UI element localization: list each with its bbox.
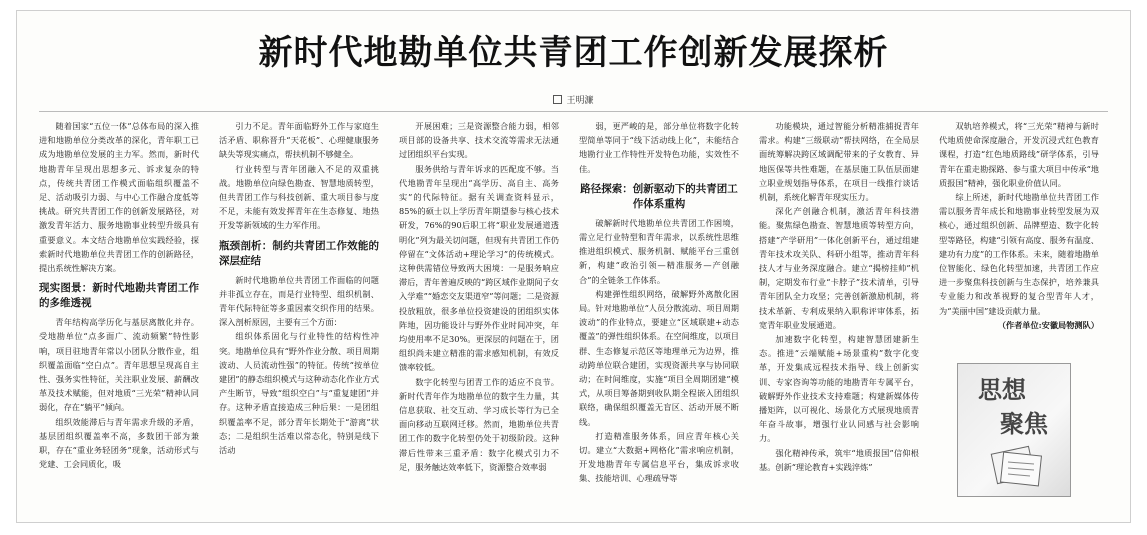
paragraph: 强化精神传承，筑牢“地质报国”信仰根基。创新“理论教育+实践淬炼” [759,447,919,472]
newspaper-page [16,10,1131,523]
paragraph: 加速数字化转型，构建智慧团建新生态。推进“云端赋能+场景重构”数字化变革，开发集成远程技术指导、线上创新实训、专家咨询等功能的地勘青年专属平台，破解野外作业技术支持难题；构建新媒体传播矩阵，以可视化、场景化方式展现地质青年奋斗故事，增强行业认同感与社会影响力。 [759,334,919,444]
paragraph: 开展困难；三是资源整合能力弱，相邻项目部的设备共享、技术交流等需求无法通过团组织平台实现。 [399,121,559,160]
paragraph: 功能模块，通过智能分析精准捕捉青年需求。构建“三级联动”帮扶网络，在全局层面统筹解决跨区域调配带来的子女教育、异地医保等共性难题，在基层施工队伍层面建立职业规划指导体系，在项目一线推行谈话机制，系统化解青年现实压力。 [759,121,919,203]
thought-focus-graphic [957,363,1071,497]
paragraph: 深化产创融合机制，激活青年科技潜能。聚焦绿色勘查、智慧地质等转型方向，搭建“产学研用”一体化创新平台，通过组建青年技术攻关队、科研小组等，推动青年科技人才与业务深度融合。建立“揭榜挂帅”机制，定期发布行业“卡脖子”技术清单，引导青年团队全力攻坚；完善创新激励机制，将技术革新、专利成果纳入职称评审体系，拓宽青年职业发展通道。 [759,206,919,330]
paragraph: 数字化转型与团青工作的适应不良节。新时代青年作为地勘单位的数字生力量，其信息获取、社交互动、学习成长等行为已全面向移动互联网迁移。然而，地勘单位共青团工作的数字化转型仍处于初级阶段。这种滞后性带来三重矛盾：数字化模式引力不足，服务触达效率低下，资源整合效率弱 [399,376,559,472]
byline-box-icon [553,95,562,104]
paragraph: 破解新时代地勘单位共青团工作困境，需立足行业特型和青年需求，以系统性思维推进组织模式、服务机制、赋能平台三重创新，构建“政治引领—精准服务—产创融合”的全链条工作体系。 [579,217,739,285]
paragraph: 新时代地勘单位共青团工作面临的问题并非孤立存在，而是行业特型、组织机制、青年代际特征等多重因素交织作用的结果。深入剖析原因，主要有三个方面： [219,274,379,328]
thought-focus-line1: 思想 [978,376,1026,404]
paragraph: 构建弹性组织网络，破解野外离散化困局。针对地勘单位“人员分散流动、项目周期波动”的作业特点，要建立“区域联建+动态覆盖”的弹性组织体系。在空间维度，以项目群、生态修复示范区等地理单元为边界，推动跨单位联合建团，实现资源共享与协同联动；在时间维度，实施“项目全周期团建”模式，从项目筹备期到收队期全程嵌入团组织联络，确保组织覆盖无盲区、活动开展不断线。 [579,288,739,427]
paragraph: 综上所述，新时代地勘单位共青团工作需以服务青年成长和地勘事业转型发展为双核心，通过组织创新、品牌塑造、数字化转型等路径，构建“引领有高度、服务有温度、建功有力度”的工作体系。未来，随着地勘单位智能化、绿色化转型加速，共青团工作应进一步聚焦科技创新与生态保护，培养兼具专业能力和改革视野的复合型青年人才，为“美丽中国”建设贡献力量。 [939,192,1099,316]
article-column-1 [39,119,199,515]
article-column-2 [219,119,379,515]
section-subheading: 路径探索：创新驱动下的共青团工作体系重构 [580,182,738,210]
byline [17,93,1130,106]
paragraph: 青年结构高学历化与基层离散化并存。受地勘单位“点多面广、流动频繁”特性影响，项目驻地青年常以小团队分散作业，组织覆盖面临“空白点”。青年思想呈现高自主性、强务实性特征，关注职业发展、薪酬改革及技术赋能，但对地质“三光荣”精神认同弱化，存在“躺平”倾向。 [39,317,199,413]
paragraph: 弱，更严峻的是，部分单位将数字化转型简单等同于“线下活动线上化”，未能结合地勘行业工作特性开发特色功能，实效性不佳。 [579,121,739,174]
section-subheading: 瓶颈剖析：制约共青团工作效能的深层症结 [219,239,379,267]
author-affiliation: （作者单位:安徽局物测队） [997,319,1099,330]
paragraph: 随着国家“五位一体”总体布局的深入推进和地勘单位分类改革的深化，青年职工已成为地勘单位发展的主力军。然而，新时代地勘青年呈现出思想多元、诉求复杂的特点，传统共青团工作模式面临组织覆盖不足、活动吸引力弱、与中心工作融合度低等挑战。研究共青团工作的创新发展路径，对激发青年活力、服务地勘事业转型升级具有重要意义。本文结合地勘单位实践经验，探索新时代地勘单位共青团工作的创新路径，提出系统性解决方案。 [39,121,199,274]
author-name: 王明濂 [566,96,594,106]
header-divider [39,111,1108,112]
paragraph: 组织效能滞后与青年需求升级的矛盾，基层团组织覆盖率不高，多数团干部为兼职，存在“重业务轻团务”现象，活动形式与党建、工会同质化，吸 [39,416,199,470]
paragraph: 引力不足。青年面临野外工作与家庭生活矛盾、职称晋升“天花板”、心理健康服务缺失等现实痛点，帮扶机制不够健全。 [219,121,379,160]
article-column-4 [579,119,739,515]
headline: 新时代地勘单位共青团工作创新发展探析 [258,33,889,73]
paragraph: 打造精准服务体系，回应青年核心关切。建立“大数据+网格化”需求响应机制，开发地勘青年专属信息平台，集成诉求收集、技能培训、心理疏导等 [579,430,739,484]
paragraph: 双轨培养模式，将“三光荣”精神与新时代地质使命深度融合，开发沉浸式红色教育课程，打造“红色地质路线”研学体系，引导青年在重走勘探路、参与重大项目中传承“地质报国”精神，强化职业价值认同。 [939,121,1099,188]
paragraph: 行业转型与青年团融入不足的双重挑战。地勘单位向绿色勘查、智慧地质转型，但共青团工作与科技创新、重大项目参与度不足，未能有效发挥青年在生态修复、地热开发等新领域的生力军作用。 [219,163,379,231]
section-subheading: 现实图景：新时代地勘共青团工作的多维透视 [39,282,199,310]
document-icon [980,444,1050,488]
paragraph: 服务供给与青年诉求的匹配度不够。当代地勘青年呈现出“高学历、高自主、高务实”的代际特征。据有关调查资料显示，85%的硕士以上学历青年期望参与核心技术研发，76%的90后职工将“职业发展通道透明化”列为最关切问题，但现有共青团工作仍停留在“文体活动+理论学习”的传统模式。这种供需错位导致两大困境：一是服务响应滞后，青年普遍反映的“跨区域作业期间子女入学难”“婚恋交友渠道窄”等问题；二是资源投放粗放，很多单位投资建设的团组织实体阵地，因功能设计与野外作业时间冲突，年均使用率不足30%。更深层的问题在于，团组织尚未建立精准的需求感知机制，有效反馈率较低。 [399,163,559,373]
article-column-6 [939,119,1099,359]
article-column-5 [759,119,919,515]
thought-focus-line2: 聚焦 [1000,410,1048,438]
article-column-3 [399,119,559,515]
paragraph: 组织体系固化与行业特性的结构性冲突。地勘单位具有“野外作业分散、项目周期波动、人员流动性强”的特征。传统“按单位建团”的静态组织模式与这种动态化作业方式产生断节，导致“组织空白”与“重复建团”并存。这种矛盾直接造成三种后果：一是团组织覆盖率不足，部分青年长期处于“游离”状态；二是组织生活难以常态化，特别是线下活动 [219,331,379,456]
